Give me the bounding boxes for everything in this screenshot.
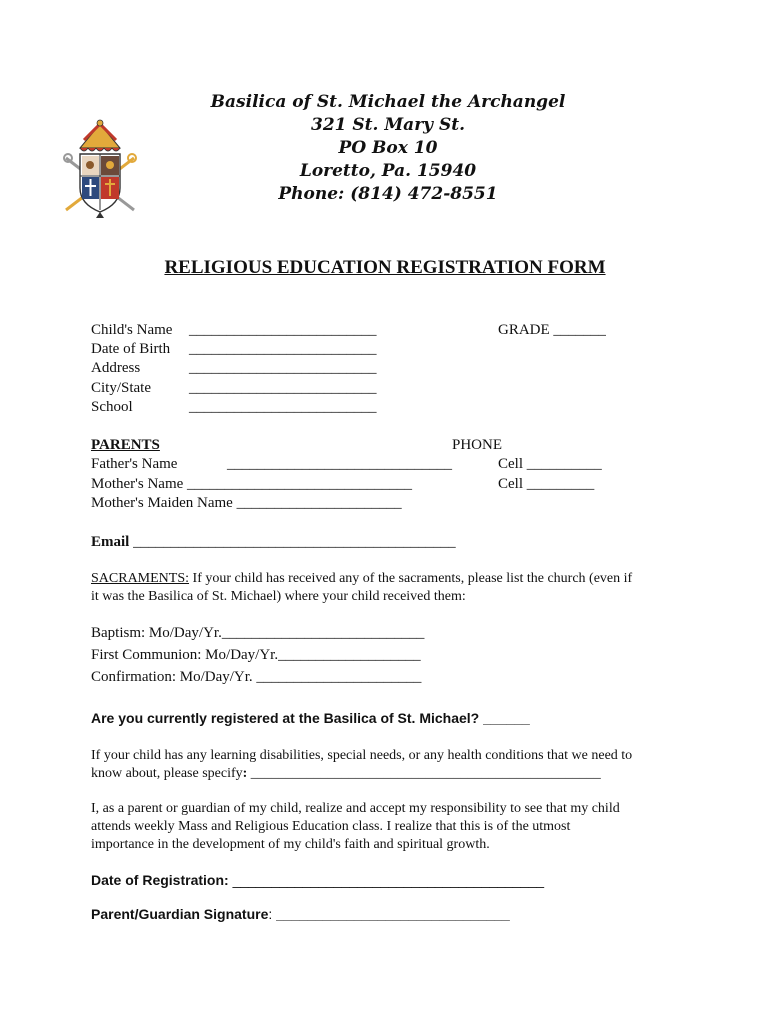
agreement-line-1: I, as a parent or guardian of my child, realize and accept my responsibility to see that my child [91, 801, 620, 816]
registration-date-label: Date of Registration: [91, 872, 229, 888]
form-title [0, 257, 770, 279]
father-cell-field[interactable]: Cell __________ [498, 456, 602, 472]
signature-row[interactable] [91, 906, 510, 922]
email-row[interactable] [91, 534, 456, 551]
mother-cell-field[interactable]: Cell _________ [498, 476, 595, 492]
date-of-birth-field[interactable]: _________________________ [189, 341, 377, 357]
registered-question[interactable]: Are you currently registered at the Basilica of St. Michael? ______ [91, 710, 530, 726]
fathers-name-field[interactable]: ______________________________ [227, 456, 452, 472]
sacraments-instructions [91, 570, 691, 606]
signature-label: Parent/Guardian Signature [91, 906, 269, 922]
agreement-paragraph [91, 800, 691, 854]
registration-date-row[interactable] [91, 872, 544, 888]
special-needs-line-2[interactable] [91, 765, 691, 783]
school-label: School [91, 399, 133, 415]
basilica-crest-logo [58, 118, 142, 222]
school-field[interactable]: _________________________ [189, 399, 377, 415]
special-needs-line-1: If your child has any learning disabilities, special needs, or any health conditions that we need to [91, 748, 633, 763]
sacraments-heading: SACRAMENTS: [91, 571, 190, 586]
sacraments-text-1: If your child has received any of the sacraments, please list the church (even if [189, 571, 633, 586]
fathers-name-label: Father's Name [91, 456, 178, 472]
date-of-birth-label: Date of Birth [91, 341, 171, 357]
special-needs-prompt: know about, please specify [91, 766, 243, 781]
special-needs-section [91, 747, 691, 783]
registration-date-field[interactable]: ________________________________________ [228, 872, 545, 888]
first-communion-date-field[interactable]: First Communion: Mo/Day/Yr.___________________ [91, 647, 421, 663]
childs-name-field[interactable]: _________________________ [189, 322, 377, 338]
signature-colon: : [268, 906, 273, 922]
confirmation-date-field[interactable]: Confirmation: Mo/Day/Yr. ______________________ [91, 669, 422, 685]
agreement-line-2: attends weekly Mass and Religious Education class. I realize that this is of the utmost [91, 819, 571, 834]
grade-field[interactable]: GRADE _______ [498, 322, 606, 338]
mothers-maiden-name-field[interactable]: Mother's Maiden Name ______________________ [91, 495, 402, 511]
special-needs-field[interactable]: __________________________________________________ [247, 766, 601, 781]
childs-name-label: Child's Name [91, 322, 173, 338]
form-title-text: RELIGIOUS EDUCATION REGISTRATION FORM [164, 257, 606, 278]
address-label: Address [91, 360, 141, 376]
email-label: Email [91, 534, 130, 550]
signature-field[interactable]: ______________________________ [272, 906, 510, 922]
city-state-field[interactable]: _________________________ [189, 380, 377, 396]
street-address: 321 St. Mary St. [310, 115, 465, 135]
city-state-label: City/State [91, 380, 151, 396]
sacraments-text-2: it was the Basilica of St. Michael) where your child received them: [91, 589, 466, 604]
email-field[interactable]: ___________________________________________ [133, 534, 456, 550]
parents-heading: PARENTS [91, 437, 160, 453]
baptism-date-field[interactable]: Baptism: Mo/Day/Yr.___________________________ [91, 625, 425, 641]
po-box: PO Box 10 [338, 138, 438, 158]
city-state-zip: Loretto, Pa. 15940 [299, 161, 477, 181]
phone-number: Phone: (814) 472-8551 [278, 184, 498, 204]
sacraments-line-1 [91, 570, 691, 588]
special-needs-colon: : [242, 766, 248, 781]
phone-heading: PHONE [452, 437, 503, 453]
mothers-name-field[interactable]: Mother's Name ______________________________ [91, 476, 413, 492]
agreement-line-3: importance in the development of my child's faith and spiritual growth. [91, 837, 490, 852]
address-field[interactable]: _________________________ [189, 360, 377, 376]
parish-name: Basilica of St. Michael the Archangel [210, 92, 566, 112]
